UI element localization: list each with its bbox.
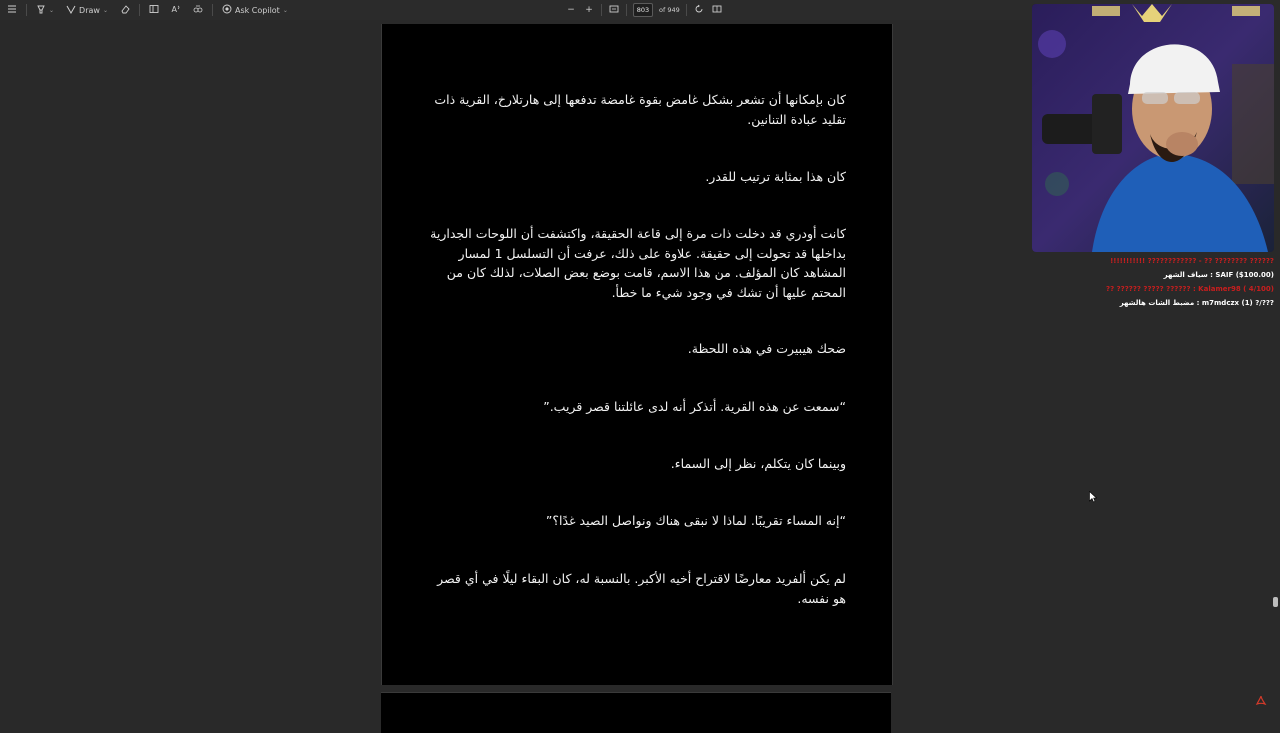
highlight-button[interactable] [33,2,57,18]
two-page-view-icon [712,4,722,17]
eraser-icon [120,4,130,16]
toolbar-center-group [565,0,723,20]
text-box-icon [149,4,159,16]
chevron-down-icon: ⌄ [102,6,108,14]
zoom-out-button[interactable] [565,4,577,16]
mouse-cursor-icon [1089,488,1097,500]
toolbar-divider [686,4,687,16]
chevron-down-icon: ⌄ [282,6,288,14]
highlighter-icon [36,4,46,16]
paragraph: “سمعت عن هذه القرية. أتذكر أنه لدى عائلتنا قصر قريب.” [543,399,846,414]
chat-line: !!!!!!!!!!! ???????????? - ?? ???????? ?????? [1110,257,1274,265]
page-number-input[interactable]: 803 [633,3,653,17]
chevron-down-icon: ⌄ [49,6,55,14]
page-view-button[interactable] [711,4,723,16]
paragraph: ضحك هيبيرت في هذه اللحظة. [687,341,846,356]
chat-line: سياف الشهر : SAIF ($100.00) [1163,271,1274,279]
paragraph: لم يكن ألفريد معارضًا لاقتراح أخيه الأكبر. بالنسبة له، كان البقاء ليلًا في أي قصر هو نفسه. [437,571,846,606]
toolbar-left-group [4,0,291,20]
webcam-overlay [1032,4,1274,252]
toolbar-divider [601,4,602,16]
document-page [381,24,893,685]
fit-to-page-icon [609,4,619,17]
list-icon [7,4,17,16]
translate-button[interactable] [190,2,206,18]
rotate-button[interactable] [693,4,705,16]
read-aloud-icon [171,4,181,16]
fit-page-button[interactable] [608,4,620,16]
immersive-reader-icon [193,4,203,16]
rotate-icon [694,4,704,17]
contents-button[interactable] [4,2,20,18]
streamer-photo [1032,4,1274,252]
pdf-icon [1255,692,1267,704]
paragraph: وبينما كان يتكلم، نظر إلى السماء. [670,456,846,471]
plus-icon: + [585,5,593,15]
toolbar-divider [212,4,213,16]
draw-label: Draw [79,5,100,15]
paragraph: كانت أودري قد دخلت ذات مرة إلى قاعة الحقيقة، واكتشفت أن اللوحات الجدارية بداخلها قد تحولت إلى حقيقة. علاوة على ذلك، عرفت أن التسلسل 1 لمسار المشاهد كان المؤلف. من هذا الاسم، قامت بوضع بعض الصلات، لذلك كان من المحتم عليها أن تشك في وجود شيء ما خطأ. [430,226,846,300]
copilot-label: Ask Copilot [234,5,280,15]
svg-text:A: A [171,5,177,14]
minus-icon: − [567,5,575,15]
toolbar-divider [139,4,140,16]
page-count: of 949 [659,6,680,14]
scrollbar-thumb[interactable] [1273,597,1278,607]
chat-overlay [1064,254,1274,310]
text-box-button[interactable] [146,2,162,18]
pen-icon [66,4,76,16]
erase-button[interactable] [117,2,133,18]
draw-button[interactable] [63,2,111,18]
toolbar-divider [26,4,27,16]
paragraph: كان بإمكانها أن تشعر بشكل غامض بقوة غامضة تدفعها إلى هارتلارخ، القرية ذات تقليد عبادة التنانين. [434,92,846,127]
chat-line: ?? ?????? ????? ?????? : Kalamer98 ( 4/100) [1106,285,1274,293]
paragraph: كان هذا بمثابة ترتيب للقدر. [705,169,846,184]
ask-copilot-button[interactable] [219,2,291,18]
paragraph: “إنه المساء تقريبًا. لماذا لا نبقى هناك ونواصل الصيد غدًا؟” [545,513,846,528]
next-document-page [381,692,891,733]
chat-line: مضبط الشات هالشهر : m7mdczx (1) ?/??? [1119,299,1274,307]
zoom-in-button[interactable] [583,4,595,16]
toolbar-divider [626,4,627,16]
copilot-icon [222,4,232,16]
read-aloud-button[interactable] [168,2,184,18]
